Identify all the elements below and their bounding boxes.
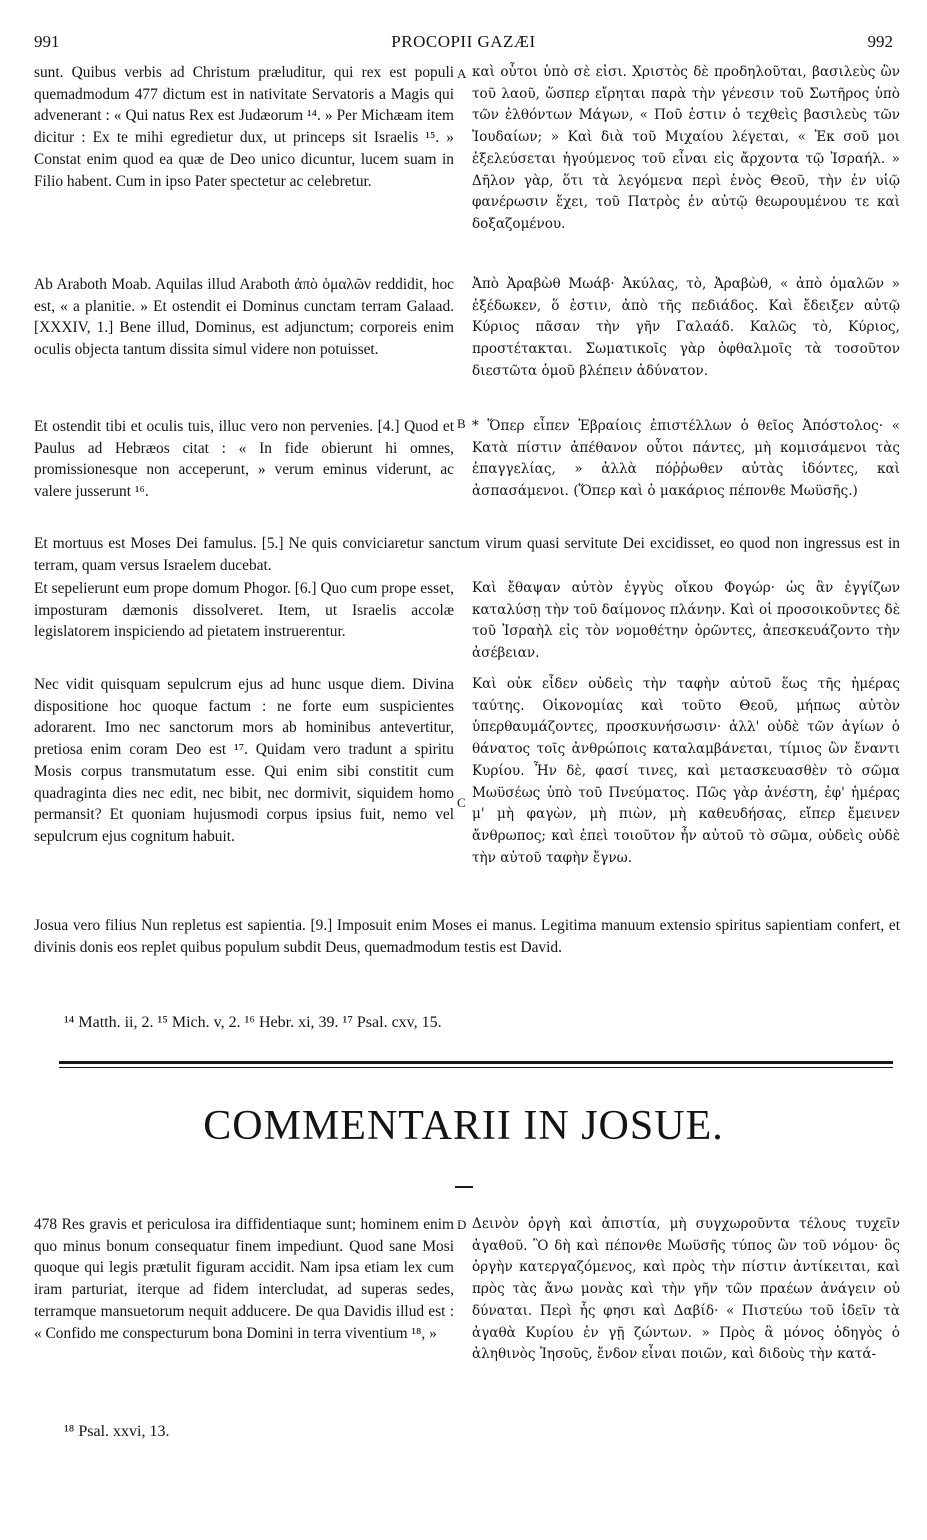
margin-letter-c: C	[457, 795, 466, 810]
full-width-paragraph-1: Et mortuus est Moses Dei famulus. [5.] Ne quis conviciaretur sanctum virum quasi servitute Dei excidisset, eo quod non ingressus est in terram, quam versus Israelem ducebat.	[34, 535, 900, 574]
latin-paragraph-4: Et sepelierunt eum prope domum Phogor. [6.] Quo cum prope esset, imposturam dæmonis dissolveret. Item, ut Israelis accolæ legislatorem inspiciendo ad pietatem instruerentur.	[34, 580, 454, 641]
latin-paragraph-6: 478 Res gravis et periculosa ira diffidentiaque sunt; hominem enim quo minus bonum consequatur finem impediunt. Quod sane Mosi quoque qui legis prætulit figuram accidit. Nam ipsa etiam lex cum iram parturiat, iterque ad fidem intercludat, ad superas sedes, terramque mansuetorum nequit adducere. De qua Davidis illud est : « Confido me conspecturum bona Domini in terra viventium ¹⁸, »	[34, 1216, 454, 1342]
margin-letter-d: D	[457, 1217, 467, 1232]
section-divider-thick	[59, 1061, 893, 1064]
margin-letter-a: A	[457, 66, 467, 81]
section-divider-thin	[59, 1067, 893, 1068]
title-dash	[455, 1186, 473, 1188]
greek-paragraph-2: Ἀπὸ Ἀραβὼθ Μωάβ· Ἀκύλας, τὸ, Ἀραβὼθ, « ἀπὸ ὁμαλῶν » ἐξέδωκεν, ὅ ἐστιν, ἀπὸ τῆς πεδιάδος. Καὶ ἔδειξεν αὐτῷ Κύριος πᾶσαν τὴν γῆν Γαλαάδ. Καλῶς τὸ, Κύριος, προστέτακται. Σωματικοῖς γὰρ ὀφθαλμοῖς τὰ τοσοῦτον διεστῶτα ὁμοῦ βλέπειν ἀδύνατον.	[472, 276, 900, 379]
greek-paragraph-1: καὶ οὗτοι ὑπὸ σὲ εἰσι. Χριστὸς δὲ προδηλοῦται, βασιλεὺς ὢν τοῦ λαοῦ, ὥσπερ εἴρηται παρὰ τὴν γένεσιν τοῦ Σωτῆρος ὑπὸ τῶν ἐλθόντων Μάγων, « Ποῦ ἐστιν ὁ τεχθεὶς βασιλεὺς τῶν Ἰουδαίων; » Καὶ διὰ τοῦ Μιχαίου λέγεται, « Ἐκ σοῦ μοι ἐξελεύσεται ἡγούμενος τοῦ εἶναι εἰς ἄρχοντα τῷ Ἰσραήλ. » Δῆλον γὰρ, ὅτι τὰ λεγόμενα περὶ ἑνὸς Θεοῦ, τὴν ἐν υἱῷ φανέρωσιν ἔχει, τοῦ Πατρὸς ἐν αὐτῷ θεωρουμένου τε καὶ δοξαζομένου.	[472, 64, 900, 232]
footnotes-1: ¹⁴ Matth. ii, 2. ¹⁵ Mich. v, 2. ¹⁶ Hebr. xi, 39. ¹⁷ Psal. cxv, 15.	[64, 1014, 442, 1031]
margin-letter-b: B	[457, 416, 466, 431]
latin-paragraph-1: sunt. Quibus verbis ad Christum præluditur, qui rex est populi quemadmodum 477 dictum est in nativitate Servatoris a Magis qui advenerant : « Qui natus Rex est Judæorum ¹⁴. » Per Michæam item dicitur : Ex te mihi egredietur dux, ut princeps sit Israelis ¹⁵. » Constat enim quod ea quæ de Deo unico dicuntur, lucem suam in Filio habent. Cum in ipso Pater spectetur ac celebretur.	[34, 64, 454, 190]
full-width-paragraph-2: Josua vero filius Nun repletus est sapientia. [9.] Imposuit enim Moses ei manus. Legitima manuum extensio spiritus sapientiam confert, et divinis donis eos replet quibus populum subdit Deus, quemadmodum testis est David.	[34, 917, 900, 956]
latin-paragraph-5: Nec vidit quisquam sepulcrum ejus ad hunc usque diem. Divina dispositione hoc quoque factum : ne forte eum suspicientes adorarent. Imo nec sanctorum mors ab hominibus antevertitur, pretiosa enim coram Deo est ¹⁷. Quidam vero tradunt a spiritu Mosis corpus transmutatum esse. Qui enim sibi constitit cum quadraginta dies nec edit, nec bibit, nec dormivit, siquidem homo permansit? Et quoniam hujusmodi corpus ipsius fuit, nemo vel sepulcrum ejus cognitum habuit.	[34, 676, 454, 845]
greek-paragraph-6: Δεινὸν ὀργὴ καὶ ἀπιστία, μὴ συγχωροῦντα τέλους τυχεῖν ἀγαθοῦ. Ὃ δὴ καὶ πέπονθε Μωϋσῆς τύπος ὢν τοῦ νόμου· ὃς ὀργὴν κατεργαζόμενος, καὶ πρὸς τὴν πίστιν ἀντίκειται, καὶ πρὸς τὰς ἄνω μονὰς καὶ τὴν γῆν τῶν πραέων ἀνάγειν οὐ δύναται. Περὶ ἧς φησι καὶ Δαβίδ· « Πιστεύω τοῦ ἰδεῖν τὰ ἀγαθὰ Κυρίου ἐν γῇ ζώντων. » Πρὸς ἃ μόνος ὁδηγὸς ὁ ἀληθινὸς Ἰησοῦς, ἔνδον εἶναι ποιῶν, καὶ διδοὺς τὴν κατά-	[472, 1216, 900, 1363]
latin-paragraph-3: Et ostendit tibi et oculis tuis, illuc vero non pervenies. [4.] Quod et Paulus ad Hebræos citat : « In fide obierunt hi omnes, promissionesque non acceperunt, » verum eminus viderunt, ac valere jusserunt ¹⁶.	[34, 418, 454, 501]
greek-paragraph-5: Καὶ οὐκ εἶδεν οὐδεὶς τὴν ταφὴν αὐτοῦ ἕως τῆς ἡμέρας ταύτης. Οἰκονομίας καὶ τοῦτο Θεοῦ, μήπως αὐτὸν ὑπερθαυμάζοντες, προσκυνήσωσιν· ἀλλ' οὐδὲ τῶν ἁγίων ὁ θάνατος τοῖς ἀνθρώποις καταλαμβάνεται, τίμιος ὢν ἔναντι Κυρίου. Ἦν δὲ, φασί τινες, καὶ μετασκευασθὲν τὸ σῶμα Μωϋσέως ὑπὸ τοῦ Πνεύματος. Πῶς γὰρ ἀνέστη, ἐφ' ἡμέρας μ' μὴ φαγὼν, μὴ πιὼν, μὴ καθευδήσας, εἴπερ ἔμεινεν ἄνθρωπος; καὶ ἐπεὶ τοιοῦτον ἦν αὐτοῦ τὸ σῶμα, οὐδεὶς οὐδὲ τὴν αὐτοῦ ταφὴν ἔγνω.	[472, 676, 900, 866]
page-number-right: 992	[867, 32, 893, 51]
latin-paragraph-2: Ab Araboth Moab. Aquilas illud Araboth ἀπὸ ὁμαλῶν reddidit, hoc est, « a planitie. » Et ostendit ei Dominus cunctam terram Galaad. [XXXIV, 1.] Bene illud, Dominus, est adjunctum; corporeis enim oculis objecta tantum dissita simul videre non potuisset.	[34, 276, 454, 359]
section-title: COMMENTARII IN JOSUE.	[203, 1103, 724, 1149]
footnotes-2: ¹⁸ Psal. xxvi, 13.	[64, 1423, 170, 1440]
greek-paragraph-4: Καὶ ἔθαψαν αὐτὸν ἐγγὺς οἴκου Φογώρ· ὡς ἂν ἐγγίζων καταλύσῃ τὴν τοῦ δαίμονος πλάνην. Καὶ οἱ προσοικοῦντες δὲ τοῦ Ἰσραὴλ εἰς τὸν νομοθέτην ὁρῶντες, ἀπεσκευάζοντο τὴν ἀσέβειαν.	[472, 580, 900, 662]
page-number-left: 991	[34, 32, 60, 51]
running-title: PROCOPII GAZÆI	[391, 32, 536, 51]
greek-paragraph-3: * Ὅπερ εἶπεν Ἑβραίοις ἐπιστέλλων ὁ θεῖος Ἀπόστολος· « Κατὰ πίστιν ἀπέθανον οὗτοι πάντες, μὴ κομισάμενοι τὰς ἐπαγγελίας, » ἀλλὰ πόῤῥωθεν αὐτὰς ἰδόντες, καὶ ἀσπασάμενοι. (Ὅπερ καὶ ὁ μακάριος πέπονθε Μωϋσῆς.)	[472, 418, 900, 500]
